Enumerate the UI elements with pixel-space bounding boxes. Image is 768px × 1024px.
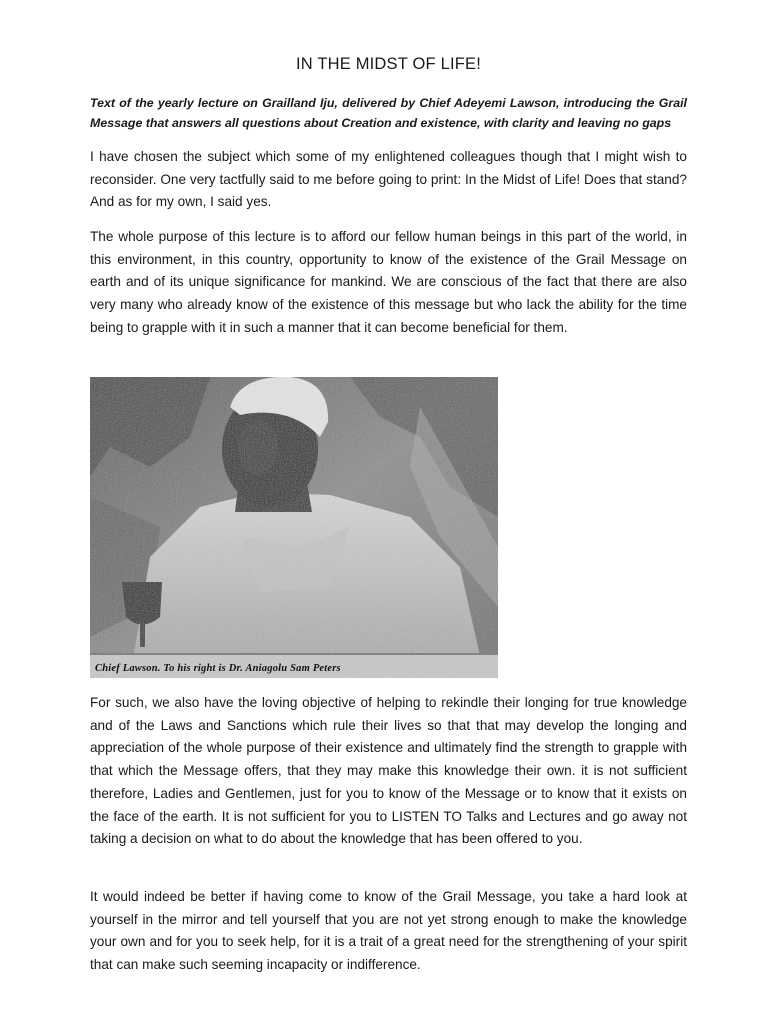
paragraph-3: For such, we also have the loving objective of helping to rekindle their longing for true knowledge and of the Laws and Sanctions which rule their lives so that that may develop the longing and appreciation of the whole purpose of their existence and ultimately find the strength to grapple with that which the Message offers, that they may make this knowledge their own. it is not sufficient therefore, Ladies and Gentlemen, just for you to know of the Message or to know that it exists on the face of the earth. It is not sufficient for you to LISTEN TO Talks and Lectures and go away not taking a decision on what to do about the knowledge that has been offered to you. xyxy=(90,695,687,847)
paragraph-2: The whole purpose of this lecture is to afford our fellow human beings in this part of the world, in this environment, in this country, opportunity to know of the existence of the Grail Message on earth and of its unique significance for mankind. We are conscious of the fact that there are also very many who already know of the existence of this message but who lack the ability for the time being to grapple with it in such a manner that it can become beneficial for them. xyxy=(90,229,687,335)
photo-caption: Chief Lawson. To his right is Dr. Aniagolu Sam Peters xyxy=(95,663,341,674)
photo-image xyxy=(90,377,498,678)
paragraph-1: I have chosen the subject which some of my enlightened colleagues though that I might wish to reconsider. One very tactfully said to me before going to print: In the Midst of Life! Does that stand? And as for my own, I said yes. xyxy=(90,149,687,210)
photo-chief-lawson xyxy=(90,377,498,678)
document-title: IN THE MIDST OF LIFE! xyxy=(295,55,482,73)
paragraph-4: It would indeed be better if having come to know of the Grail Message, you take a hard look at yourself in the mirror and tell yourself that you are not yet strong enough to make the knowledge your own and for you to seek help, for it is a trait of a great need for the strengthening of your spirit that can make such seeming incapacity or indifference. xyxy=(90,889,687,973)
document-subtitle: Text of the yearly lecture on Grailland Iju, delivered by Chief Adeyemi Lawson, introducing the Grail Message that answers all questions about Creation and existence, with clarity and leaving no gaps xyxy=(90,96,687,130)
